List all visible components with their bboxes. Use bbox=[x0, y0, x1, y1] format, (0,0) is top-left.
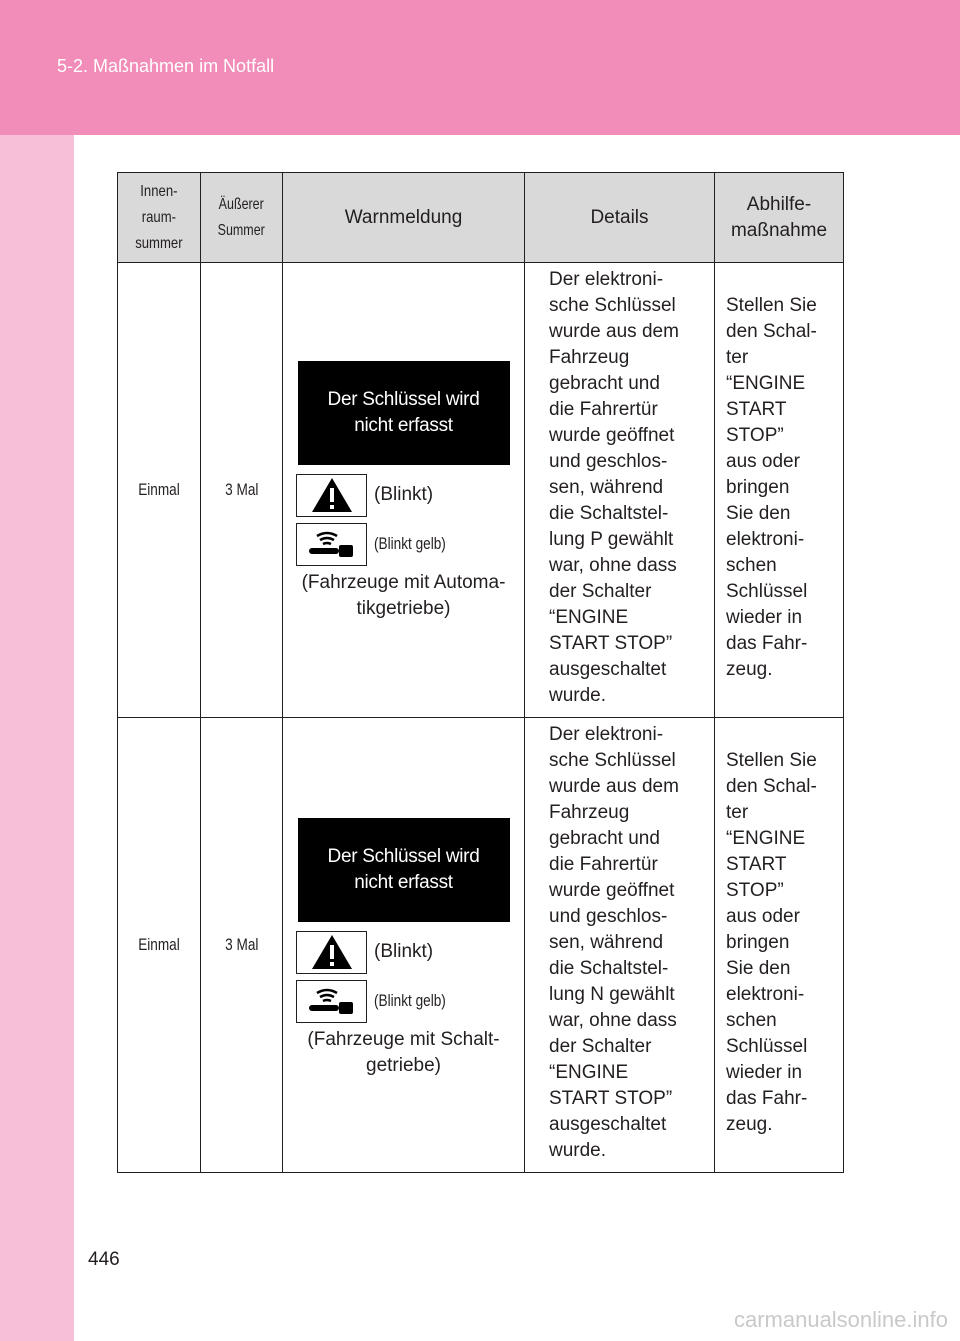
page-number: 446 bbox=[88, 1249, 120, 1270]
interior-buzzer-cell: Einmal bbox=[118, 718, 201, 1173]
remedy-cell: Stellen Sie den Schal- ter “ENGINE START STOP” aus oder bringen Sie den elektroni- schen Schlüssel wieder in das Fahr- zeug. bbox=[715, 263, 844, 718]
watermark: carmanualsonline.info bbox=[733, 1307, 948, 1332]
header-details: Details bbox=[525, 173, 715, 263]
exterior-buzzer-cell: 3 Mal bbox=[201, 263, 283, 718]
warning-table bbox=[117, 172, 844, 1173]
warning-triangle-icon bbox=[296, 931, 367, 974]
warning-message-cell bbox=[283, 263, 525, 718]
exterior-buzzer-cell: 3 Mal bbox=[201, 718, 283, 1173]
warning-indicator-row: (Blinkt) bbox=[296, 931, 524, 974]
vehicle-type-note: (Fahrzeuge mit Automa- tikgetriebe) bbox=[301, 571, 506, 619]
table-row bbox=[118, 263, 844, 718]
table-header-row bbox=[118, 173, 844, 263]
display-screen: Der Schlüssel wird nicht erfasst bbox=[298, 361, 510, 465]
key-indicator-row: (Blinkt gelb) bbox=[296, 980, 524, 1023]
header-exterior-buzzer: Äußerer Summer bbox=[201, 173, 283, 263]
details-cell: Der elektroni- sche Schlüssel wurde aus dem Fahrzeug gebracht und die Fahrertür wurde geöffnet und geschlos- sen, während die Schaltstel- lung N gewählt war, ohne dass der Schalter “ENGINE START STOP” ausgeschaltet wurde. bbox=[525, 718, 715, 1173]
smart-key-icon bbox=[296, 980, 367, 1023]
warning-triangle-icon bbox=[296, 474, 367, 517]
side-band bbox=[0, 135, 74, 1341]
key-indicator-row: (Blinkt gelb) bbox=[296, 523, 524, 566]
details-cell: Der elektroni- sche Schlüssel wurde aus dem Fahrzeug gebracht und die Fahrertür wurde geöffnet und geschlos- sen, während die Schaltstel- lung P gewählt war, ohne dass der Schalter “ENGINE START STOP” ausgeschaltet wurde. bbox=[525, 263, 715, 718]
warning-message-cell bbox=[283, 718, 525, 1173]
vehicle-type-note: (Fahrzeuge mit Schalt- getriebe) bbox=[307, 1028, 500, 1076]
header-remedy: Abhilfe- maßnahme bbox=[715, 173, 844, 263]
warning-indicator-row: (Blinkt) bbox=[296, 474, 524, 517]
interior-buzzer-cell: Einmal bbox=[118, 263, 201, 718]
header-warning-message: Warnmeldung bbox=[283, 173, 525, 263]
smart-key-icon bbox=[296, 523, 367, 566]
table-row bbox=[118, 718, 844, 1173]
remedy-cell: Stellen Sie den Schal- ter “ENGINE START STOP” aus oder bringen Sie den elektroni- schen Schlüssel wieder in das Fahr- zeug. bbox=[715, 718, 844, 1173]
display-screen: Der Schlüssel wird nicht erfasst bbox=[298, 818, 510, 922]
header-interior-buzzer: Innen- raum- summer bbox=[118, 173, 201, 263]
section-title: 5-2. Maßnahmen im Notfall bbox=[57, 56, 275, 76]
